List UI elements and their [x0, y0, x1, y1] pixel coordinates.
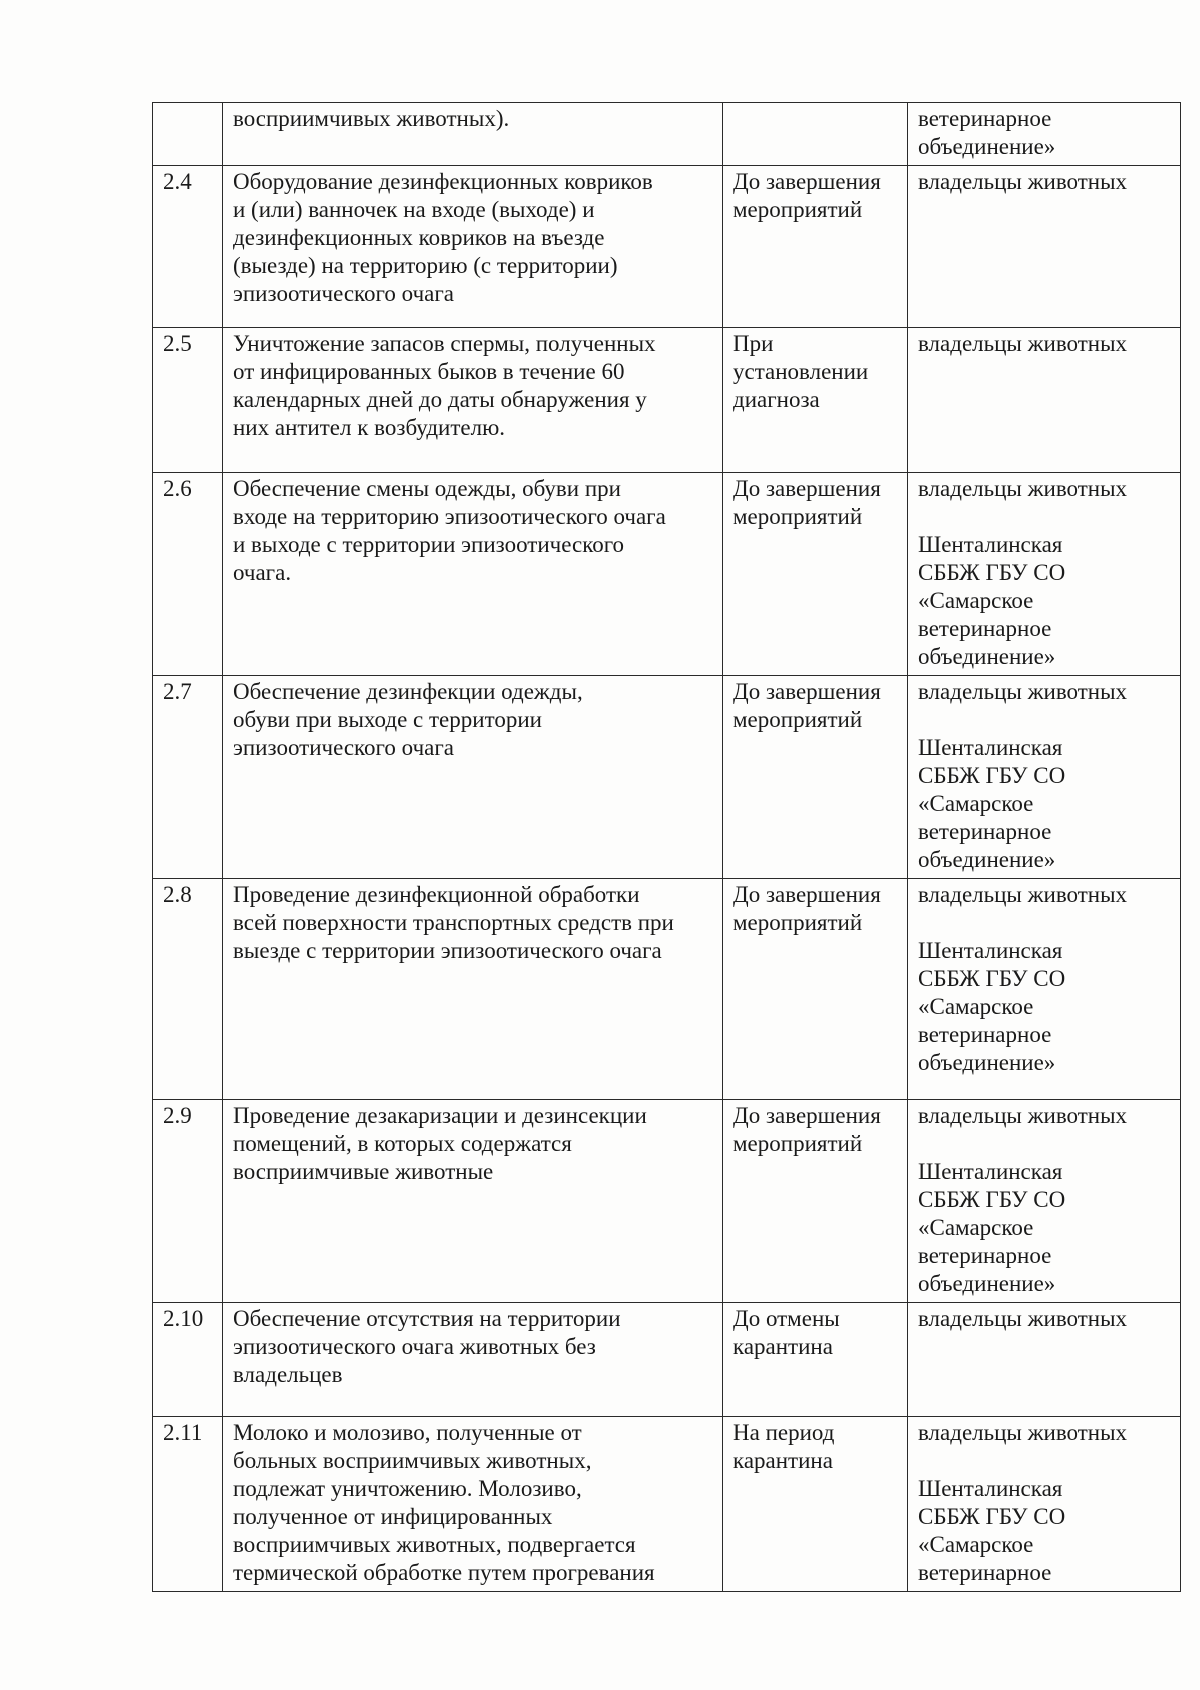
row-number: 2.5 — [153, 328, 223, 473]
table-row — [153, 1417, 1181, 1592]
responsible-cell: ветеринарное объединение» — [908, 103, 1181, 166]
responsible-cell: владельцы животных Шенталинская СББЖ ГБУ СО «Самарское ветеринарное объединение» — [908, 473, 1181, 676]
table-row — [153, 166, 1181, 328]
table-row — [153, 1100, 1181, 1303]
action-cell: Проведение дезакаризации и дезинсекции помещений, в которых содержатся восприимчивые животные — [223, 1100, 723, 1303]
row-number: 2.11 — [153, 1417, 223, 1592]
row-number: 2.8 — [153, 879, 223, 1100]
action-cell: Молоко и молозиво, полученные от больных восприимчивых животных, подлежат уничтожению. Молозиво, полученное от инфицированных восприимчивых животных, подвергается термической обработке путем прогревания — [223, 1417, 723, 1592]
table-row — [153, 676, 1181, 879]
action-cell: восприимчивых животных). — [223, 103, 723, 166]
row-number: 2.10 — [153, 1303, 223, 1417]
term-cell — [723, 103, 908, 166]
responsible-cell: владельцы животных — [908, 166, 1181, 328]
action-cell: Обеспечение отсутствия на территории эпизоотического очага животных без владельцев — [223, 1303, 723, 1417]
action-cell: Обеспечение дезинфекции одежды, обуви при выходе с территории эпизоотического очага — [223, 676, 723, 879]
table-row — [153, 328, 1181, 473]
term-cell: При установлении диагноза — [723, 328, 908, 473]
responsible-cell: владельцы животных Шенталинская СББЖ ГБУ СО «Самарское ветеринарное объединение» — [908, 676, 1181, 879]
action-cell: Уничтожение запасов спермы, полученных от инфицированных быков в течение 60 календарных дней до даты обнаружения у них антител к возбудителю. — [223, 328, 723, 473]
row-number — [153, 103, 223, 166]
term-cell: До завершения мероприятий — [723, 879, 908, 1100]
row-number: 2.6 — [153, 473, 223, 676]
term-cell: До завершения мероприятий — [723, 1100, 908, 1303]
table-row — [153, 879, 1181, 1100]
action-cell: Обеспечение смены одежды, обуви при входе на территорию эпизоотического очага и выходе с территории эпизоотического очага. — [223, 473, 723, 676]
responsible-cell: владельцы животных Шенталинская СББЖ ГБУ СО «Самарское ветеринарное — [908, 1417, 1181, 1592]
row-number: 2.7 — [153, 676, 223, 879]
row-number: 2.9 — [153, 1100, 223, 1303]
responsible-cell: владельцы животных — [908, 1303, 1181, 1417]
measures-table — [152, 102, 1181, 1592]
table-row — [153, 103, 1181, 166]
term-cell: До завершения мероприятий — [723, 166, 908, 328]
responsible-cell: владельцы животных — [908, 328, 1181, 473]
term-cell: На период карантина — [723, 1417, 908, 1592]
responsible-cell: владельцы животных Шенталинская СББЖ ГБУ СО «Самарское ветеринарное объединение» — [908, 879, 1181, 1100]
action-cell: Оборудование дезинфекционных ковриков и (или) ванночек на входе (выходе) и дезинфекционных ковриков на въезде (выезде) на территорию (с территории) эпизоотического очага — [223, 166, 723, 328]
row-number: 2.4 — [153, 166, 223, 328]
term-cell: До отмены карантина — [723, 1303, 908, 1417]
term-cell: До завершения мероприятий — [723, 473, 908, 676]
action-cell: Проведение дезинфекционной обработки всей поверхности транспортных средств при выезде с территории эпизоотического очага — [223, 879, 723, 1100]
responsible-cell: владельцы животных Шенталинская СББЖ ГБУ СО «Самарское ветеринарное объединение» — [908, 1100, 1181, 1303]
table-row — [153, 1303, 1181, 1417]
term-cell: До завершения мероприятий — [723, 676, 908, 879]
table-row — [153, 473, 1181, 676]
